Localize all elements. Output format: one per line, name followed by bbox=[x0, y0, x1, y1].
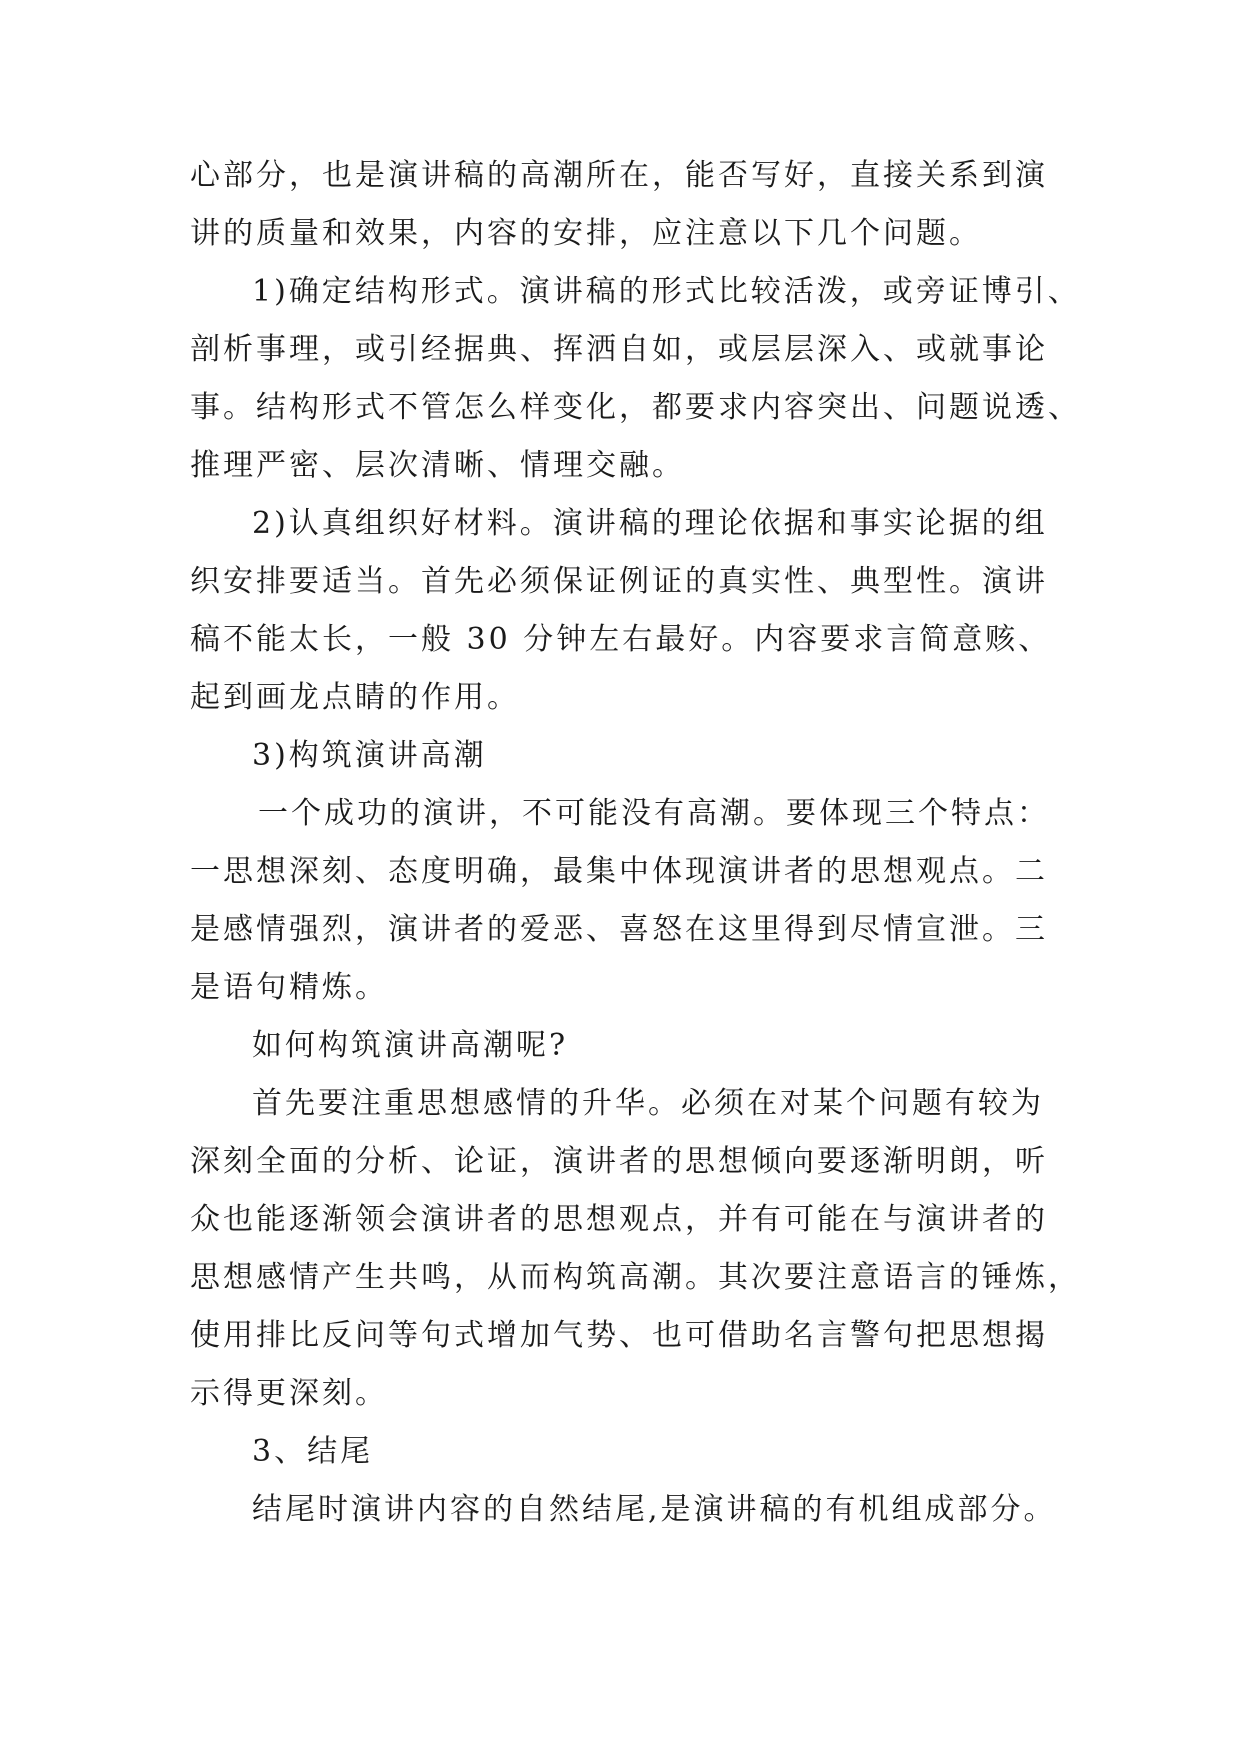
text-line: 是感情强烈，演讲者的爱恶、喜怒在这里得到尽情宣泄。三 bbox=[190, 912, 1048, 947]
text-line: 3、结尾 bbox=[252, 1434, 374, 1469]
text-line: 如何构筑演讲高潮呢? bbox=[252, 1028, 569, 1063]
text-line: 是语句精炼。 bbox=[190, 970, 388, 1005]
text-line: 1)确定结构形式。演讲稿的形式比较活泼，或旁证博引、 bbox=[252, 274, 1081, 309]
text-line: 讲的质量和效果，内容的安排，应注意以下几个问题。 bbox=[190, 216, 982, 251]
text-line: 剖析事理，或引经据典、挥洒自如，或层层深入、或就事论 bbox=[190, 332, 1048, 367]
text-line: 一个成功的演讲，不可能没有高潮。要体现三个特点： bbox=[258, 796, 1050, 831]
text-line: 一思想深刻、态度明确，最集中体现演讲者的思想观点。二 bbox=[190, 854, 1048, 889]
text-line: 3)构筑演讲高潮 bbox=[252, 738, 487, 773]
text-line: 2)认真组织好材料。演讲稿的理论依据和事实论据的组 bbox=[252, 506, 1048, 541]
text-line: 深刻全面的分析、论证，演讲者的思想倾向要逐渐明朗，听 bbox=[190, 1144, 1048, 1179]
text-line: 稿不能太长，一般 30 分钟左右最好。内容要求言简意赅、 bbox=[190, 622, 1052, 657]
text-line: 众也能逐渐领会演讲者的思想观点，并有可能在与演讲者的 bbox=[190, 1202, 1048, 1237]
text-line: 结尾时演讲内容的自然结尾,是演讲稿的有机组成部分。 bbox=[252, 1492, 1057, 1527]
text-line: 首先要注重思想感情的升华。必须在对某个问题有较为 bbox=[252, 1086, 1044, 1121]
text-line: 织安排要适当。首先必须保证例证的真实性、典型性。演讲 bbox=[190, 564, 1048, 599]
text-line: 使用排比反问等句式增加气势、也可借助名言警句把思想揭 bbox=[190, 1318, 1048, 1353]
text-line: 思想感情产生共鸣，从而构筑高潮。其次要注意语言的锤炼， bbox=[190, 1260, 1081, 1295]
text-line: 示得更深刻。 bbox=[190, 1376, 388, 1411]
text-line: 事。结构形式不管怎么样变化，都要求内容突出、问题说透、 bbox=[190, 390, 1081, 425]
text-line: 心部分，也是演讲稿的高潮所在，能否写好，直接关系到演 bbox=[190, 158, 1048, 193]
text-line: 起到画龙点睛的作用。 bbox=[190, 680, 520, 715]
text-line: 推理严密、层次清晰、情理交融。 bbox=[190, 448, 685, 483]
